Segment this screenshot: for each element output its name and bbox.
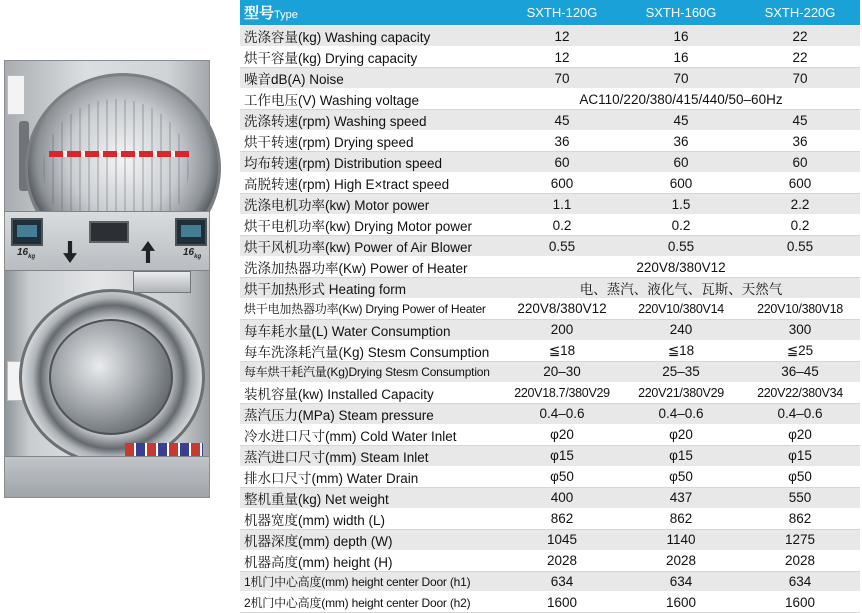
value-cell: 220V8/380V12 (502, 299, 622, 320)
value-cell: 862 (622, 508, 740, 529)
left-display (11, 218, 43, 246)
value-cell: 0.2 (622, 215, 740, 236)
param-cell: 高脱转速(rpm) High E×tract speed (240, 173, 502, 194)
value-cell: 1600 (502, 592, 622, 613)
table-row (240, 319, 860, 340)
value-cell: 25–35 (622, 361, 740, 382)
value-cell: ≦18 (622, 340, 740, 361)
value-cell: 60 (622, 152, 740, 173)
value-cell: 70 (502, 68, 622, 89)
table-row (240, 403, 860, 424)
value-cell: 16 (622, 47, 740, 68)
value-cell: 16 (622, 26, 740, 47)
table-row (240, 550, 860, 571)
value-cell: 1275 (740, 529, 860, 550)
table-row (240, 236, 860, 257)
value-cell: 2028 (740, 550, 860, 571)
value-cell: 862 (502, 508, 622, 529)
param-cell: 洗涤加热器功率(Kw) Power of Heater (240, 257, 502, 278)
param-cell: 机器宽度(mm) width (L) (240, 508, 502, 529)
type-header: 型号Type (240, 0, 502, 26)
param-cell: 整机重量(kg) Net weight (240, 487, 502, 508)
table-row (240, 47, 860, 68)
param-cell: 每车耗水量(L) Water Consumption (240, 319, 502, 340)
value-cell: 220V10/380V14 (622, 299, 740, 320)
param-cell: 烘干风机功率(kw) Power of Air Blower (240, 236, 502, 257)
param-cell: 烘干加热形式 Heating form (240, 278, 502, 299)
value-cell: 400 (502, 487, 622, 508)
param-cell: 噪音dB(A) Noise (240, 68, 502, 89)
param-cell: 洗涤转速(rpm) Washing speed (240, 110, 502, 131)
value-cell: 634 (622, 571, 740, 592)
value-cell: 220V10/380V18 (740, 299, 860, 320)
value-cell: 0.55 (740, 236, 860, 257)
param-cell: 每车洗涤耗汽量(Kg) Stesm Consumption (240, 340, 502, 361)
value-cell: 1.1 (502, 194, 622, 215)
value-cell: 20–30 (502, 361, 622, 382)
value-cell: 22 (740, 47, 860, 68)
table-row (240, 68, 860, 89)
value-cell: 862 (740, 508, 860, 529)
value-cell: 电、蒸汽、液化气、瓦斯、天然气 (502, 278, 860, 299)
value-cell: φ20 (622, 424, 740, 445)
model-header: SXTH-220G (740, 0, 860, 26)
param-cell: 1机门中心高度(mm) height center Door (h1) (240, 571, 502, 592)
value-cell: 550 (740, 487, 860, 508)
table-row (240, 382, 860, 403)
value-cell: φ20 (740, 424, 860, 445)
value-cell: 60 (502, 152, 622, 173)
table-row (240, 445, 860, 466)
door-handle-bar (49, 151, 189, 157)
value-cell: 220V8/380V12 (502, 257, 860, 278)
washer-door-glass (49, 319, 173, 435)
value-cell: 2028 (502, 550, 622, 571)
param-cell: 蒸汽进口尺寸(mm) Steam Inlet (240, 445, 502, 466)
value-cell: 0.55 (502, 236, 622, 257)
value-cell: 36 (502, 131, 622, 152)
table-row (240, 194, 860, 215)
param-cell: 2机门中心高度(mm) height center Door (h2) (240, 592, 502, 613)
param-cell: 烘干转速(rpm) Drying speed (240, 131, 502, 152)
warning-sticker (7, 75, 25, 115)
value-cell: 0.4–0.6 (502, 403, 622, 424)
value-cell: 36 (740, 131, 860, 152)
param-cell: 烘干电机功率(kw) Drying Motor power (240, 215, 502, 236)
machine-base (5, 456, 209, 497)
table-row (240, 131, 860, 152)
table-row (240, 299, 860, 320)
param-cell: 蒸汽压力(MPa) Steam pressure (240, 403, 502, 424)
capacity-badge-left: $16_{kg}$ (17, 247, 36, 260)
value-cell: 300 (740, 319, 860, 340)
table-header (240, 0, 860, 26)
param-cell: 均布转速(rpm) Distribution speed (240, 152, 502, 173)
table-row (240, 26, 860, 47)
value-cell: φ15 (502, 445, 622, 466)
value-cell: 2028 (622, 550, 740, 571)
value-cell: 22 (740, 26, 860, 47)
param-cell: 洗涤容量(kg) Washing capacity (240, 26, 502, 47)
value-cell: 1.5 (622, 194, 740, 215)
table-row (240, 215, 860, 236)
value-cell: AC110/220/380/415/440/50–60Hz (502, 89, 860, 110)
value-cell: 600 (622, 173, 740, 194)
table-row (240, 110, 860, 131)
table-row (240, 424, 860, 445)
param-cell: 排水口尺寸(mm) Water Drain (240, 466, 502, 487)
value-cell: 634 (502, 571, 622, 592)
capacity-badge-right: $16_{kg}$ (183, 247, 202, 260)
param-cell: 烘干容量(kg) Drying capacity (240, 47, 502, 68)
value-cell: 70 (740, 68, 860, 89)
value-cell: φ15 (622, 445, 740, 466)
value-cell: 12 (502, 26, 622, 47)
value-cell: φ50 (502, 466, 622, 487)
value-cell: 220V22/380V34 (740, 382, 860, 403)
table-row (240, 340, 860, 361)
param-cell: 烘干电加热器功率(Kw) Drying Power of Heater (240, 299, 502, 320)
value-cell: 1045 (502, 529, 622, 550)
table-row (240, 361, 860, 382)
value-cell: 0.2 (740, 215, 860, 236)
value-cell: 600 (740, 173, 860, 194)
table-row (240, 508, 860, 529)
param-cell: 每车烘干耗汽量(Kg)Drying Stesm Consumption (240, 361, 502, 382)
table-row (240, 466, 860, 487)
table-row (240, 529, 860, 550)
value-cell: 2.2 (740, 194, 860, 215)
table-row (240, 152, 860, 173)
value-cell: φ50 (740, 466, 860, 487)
value-cell: 1600 (622, 592, 740, 613)
value-cell: 240 (622, 319, 740, 340)
table-row (240, 571, 860, 592)
value-cell: 0.4–0.6 (740, 403, 860, 424)
value-cell: φ20 (502, 424, 622, 445)
value-cell: 0.4–0.6 (622, 403, 740, 424)
spec-table (240, 0, 860, 613)
table-row (240, 592, 860, 613)
param-cell: 工作电压(V) Washing voltage (240, 89, 502, 110)
value-cell: 36–45 (740, 361, 860, 382)
value-cell: 0.2 (502, 215, 622, 236)
value-cell: 600 (502, 173, 622, 194)
value-cell: 0.55 (622, 236, 740, 257)
param-cell: 冷水进口尺寸(mm) Cold Water Inlet (240, 424, 502, 445)
value-cell: 1600 (740, 592, 860, 613)
value-cell: ≦25 (740, 340, 860, 361)
value-cell: 12 (502, 47, 622, 68)
value-cell: 45 (622, 110, 740, 131)
washer-dryer-image (4, 60, 210, 498)
value-cell: 45 (502, 110, 622, 131)
value-cell: ≦18 (502, 340, 622, 361)
value-cell: 70 (622, 68, 740, 89)
value-cell: 45 (740, 110, 860, 131)
param-cell: 洗涤电机功率(kw) Motor power (240, 194, 502, 215)
value-cell: φ15 (740, 445, 860, 466)
value-cell: 220V21/380V29 (622, 382, 740, 403)
right-display (175, 218, 207, 246)
table-row (240, 89, 860, 110)
value-cell: 200 (502, 319, 622, 340)
param-cell: 装机容量(kw) Installed Capacity (240, 382, 502, 403)
value-cell: 36 (622, 131, 740, 152)
table-row (240, 487, 860, 508)
table-row (240, 173, 860, 194)
table-row (240, 278, 860, 299)
value-cell: 634 (740, 571, 860, 592)
table-row (240, 257, 860, 278)
safety-labels (125, 443, 203, 457)
value-cell: 1140 (622, 529, 740, 550)
model-header: SXTH-120G (502, 0, 622, 26)
value-cell: 60 (740, 152, 860, 173)
param-cell: 机器深度(mm) depth (W) (240, 529, 502, 550)
value-cell: φ50 (622, 466, 740, 487)
param-cell: 机器高度(mm) height (H) (240, 550, 502, 571)
model-header: SXTH-160G (622, 0, 740, 26)
value-cell: 437 (622, 487, 740, 508)
coin-slot (89, 221, 129, 243)
value-cell: 220V18.7/380V29 (502, 382, 622, 403)
detergent-tray (133, 271, 191, 293)
